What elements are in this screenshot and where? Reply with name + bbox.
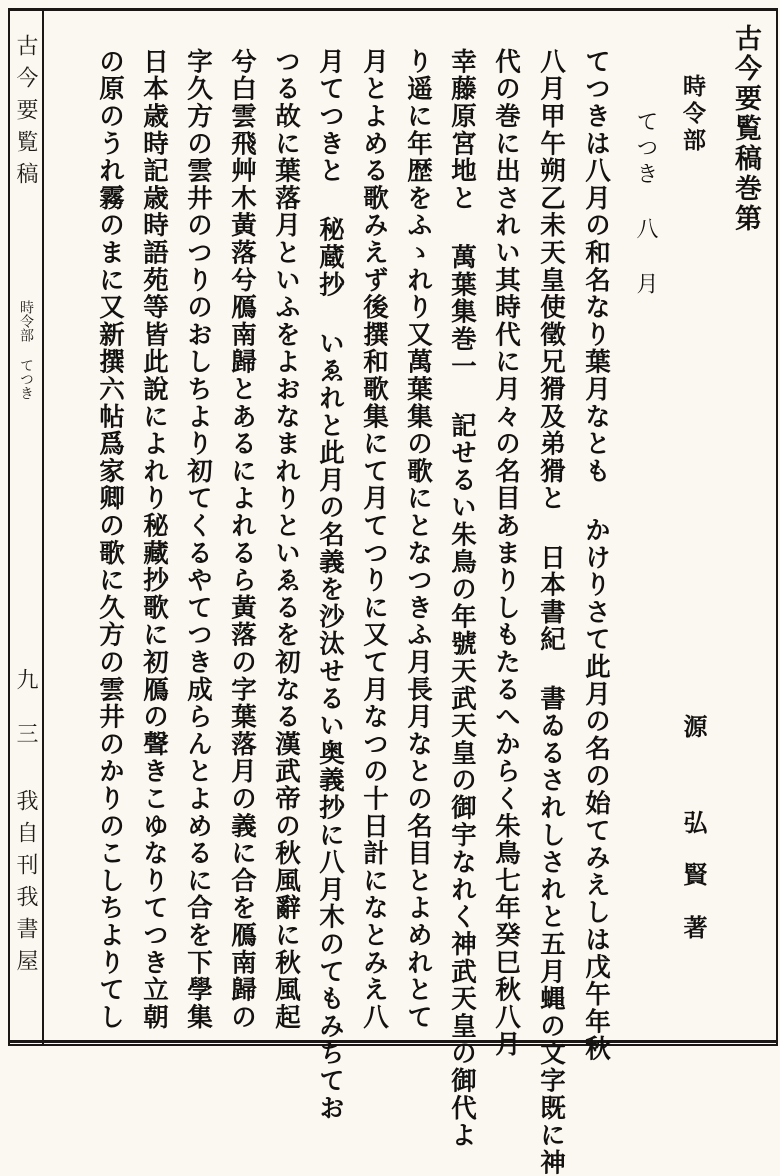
body-line-4: 幸藤原宮地と 萬葉集巻一 記せるい朱鳥の年號天武天皇の御宇なれく神武天皇の御代よ xyxy=(447,48,477,1149)
author-char-4: 著 xyxy=(679,915,708,939)
margin-page-number: 九 xyxy=(13,668,38,700)
top-border-rule xyxy=(8,8,778,11)
body-line-10: 字久方の雲井のつりのおしちより初てくるやてつき成らんとよめるに合を下學集 xyxy=(183,48,213,1031)
entry-heading: てつき 八 月 xyxy=(633,110,658,298)
body-line-5: り遥に年歴をふゝれり又萬葉集の歌にとなつきふ月長月なとの名目とよめれとて xyxy=(403,48,433,1031)
margin-title: 古今要覧稿 xyxy=(13,34,38,194)
section-heading: 時令部 xyxy=(679,74,706,155)
margin-subsection: 時令部 てつき xyxy=(18,300,34,400)
volume-title: 古今要覧稿巻第 xyxy=(730,24,761,234)
body-line-6: 月とよめる歌みえず後撰和歌集にて月てつりに又て月なつの十日計になとみえ八 xyxy=(359,48,389,1031)
margin-divider-rule xyxy=(42,8,44,1044)
body-line-11: 日本歳時記歳時語苑等皆此說によれり秘藏抄歌に初鴈の聲きこゆなりてつき立朝 xyxy=(139,48,169,1031)
body-line-7: 月てつきと 秘蔵抄 いゑれと此月の名義を沙汰せるい奥義抄に八月木のてもみちてお xyxy=(315,48,345,1122)
body-line-2: 八月甲午朔乙未天皇使徵兄猾及弟猾と 日本書紀 書ゐるされしされと五月蝿の文字既に神 xyxy=(536,48,566,1176)
author-char-1: 源 xyxy=(679,714,708,738)
margin-publisher: 三 我自刊我書屋 xyxy=(13,722,38,981)
bottom-border-rule xyxy=(8,1040,778,1043)
body-line-3: 代の巻に出されい其時代に月々の名目あまりしもたるへからく朱鳥七年癸巳秋八月 xyxy=(491,48,521,1059)
body-line-8: つる故に葉落月といふをよおなまれりといゑるを初なる漢武帝の秋風辭に秋風起 xyxy=(271,48,301,1031)
body-line-9: 兮白雲飛艸木黃落兮鴈南歸とあるによれるら黃落の字葉落月の義に合を鴈南歸の xyxy=(227,48,257,1031)
author-char-3: 賢 xyxy=(679,862,708,886)
body-line-12: の原のうれ霧のまに又新撰六帖爲家卿の歌に久方の雲井のかりのこしちよりてし xyxy=(95,48,125,1031)
author-char-2: 弘 xyxy=(679,810,708,834)
body-line-1: てつきは八月の和名なり葉月なとも かけりさて此月の名の始てみえしは戊午年秋 xyxy=(581,48,611,1063)
